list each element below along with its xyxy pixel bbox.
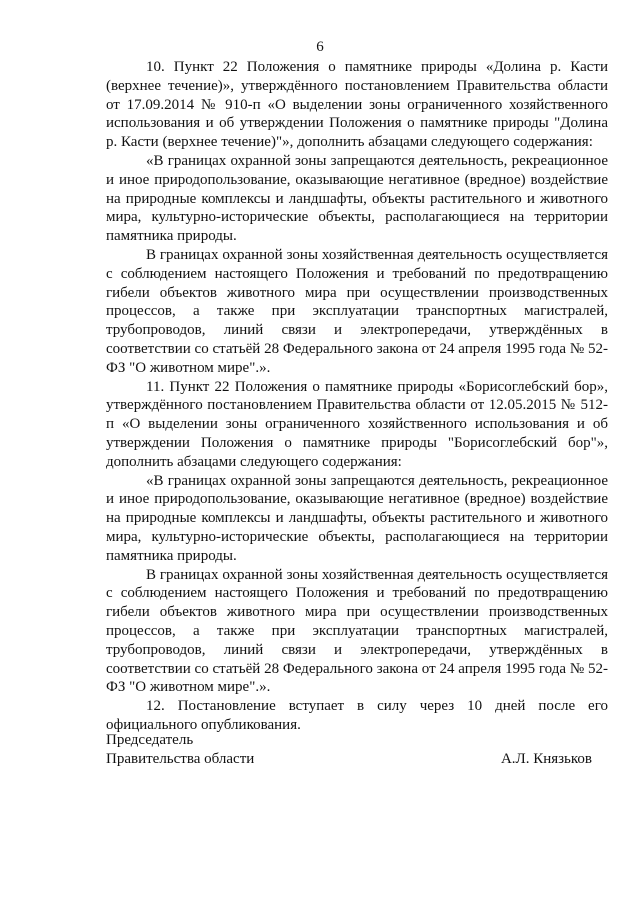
paragraph-item-11: 11. Пункт 22 Положения о памятнике природы «Борисоглебский бор», утверждённого постановлением Правительства области от 12.05.2015 № 512-п «О выделении зоны ограниченного хозяйственного использования и об утверждении Положения о памятнике природы "Борисоглебский бор"», дополнить абзацами следующего содержания:: [106, 378, 608, 470]
paragraph-quote-activity: В границах охранной зоны хозяйственная деятельность осуществляется с соблюдением настоящего Положения и требований по предотвращению гибели объектов животного мира при осуществлении производственных процессов, а также при эксплуатации транспортных магистралей, трубопроводов, линий связи и электропередачи, утверждённых в соответствии со статьёй 28 Федерального закона от 24 апреля 1995 года № 52-ФЗ "О животном мире".».: [106, 246, 608, 376]
paragraph-item-12: 12. Постановление вступает в силу через 10 дней после его официального опубликования.: [106, 698, 608, 733]
paragraph-item-10: 10. Пункт 22 Положения о памятнике природы «Долина р. Касти (верхнее течение)», утверждённого постановлением Правительства области от 17.09.2014 № 910-п «О выделении зоны ограниченного хозяйственного использования и об утверждении Положения о памятнике природы "Долина р. Касти (верхнее течение)"», дополнить абзацами следующего содержания:: [106, 59, 608, 151]
paragraph-quote-activity: В границах охранной зоны хозяйственная деятельность осуществляется с соблюдением настоящего Положения и требований по предотвращению гибели объектов животного мира при осуществлении производственных процессов, а также при эксплуатации транспортных магистралей, трубопроводов, линий связи и электропередачи, утверждённых в соответствии со статьёй 28 Федерального закона от 24 апреля 1995 года № 52-ФЗ "О животном мире".».: [106, 566, 608, 696]
paragraph-quote-prohibition: «В границах охранной зоны запрещаются деятельность, рекреационное и иное природопользование, оказывающие негативное (вредное) воздействие на природные комплексы и ландшафты, объекты растительного и животного мира, культурно-исторические объекты, располагающиеся на территории памятника природы.: [106, 152, 608, 245]
paragraph-quote-prohibition: «В границах охранной зоны запрещаются деятельность, рекреационное и иное природопользование, оказывающие негативное (вредное) воздействие на природные комплексы и ландшафты, объекты растительного и животного мира, культурно-исторические объекты, располагающиеся на территории памятника природы.: [106, 472, 608, 564]
signature-block: [106, 731, 592, 769]
document-body: [106, 58, 608, 735]
signature-row: [106, 750, 592, 769]
signatory-name: А.Л. Князьков: [500, 750, 592, 767]
page-number: 6: [316, 39, 324, 55]
signature-title-line2: Правительства области: [106, 750, 255, 767]
signature-title-line1: Председатель: [106, 732, 194, 748]
